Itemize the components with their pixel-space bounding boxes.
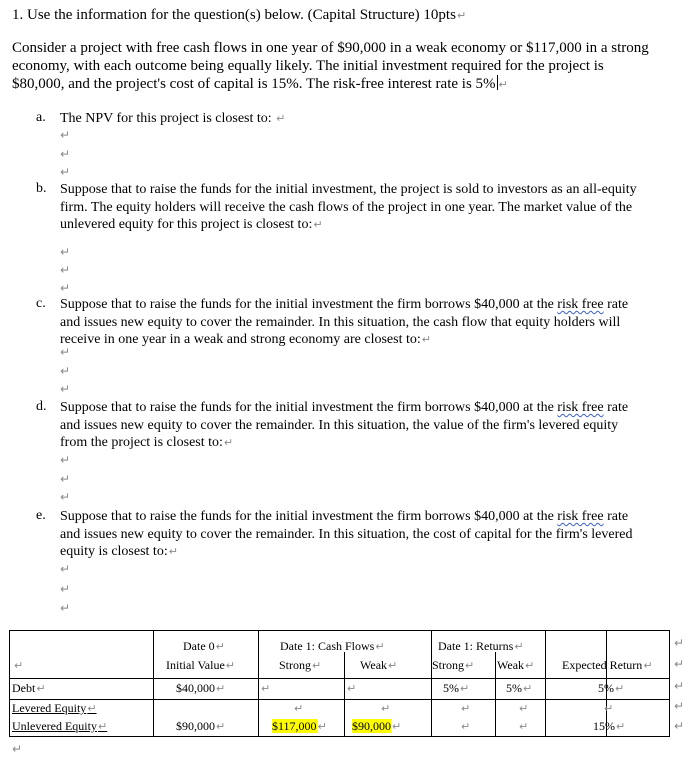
unlevered-cf-weak: $90,000↵ xyxy=(352,719,402,733)
paragraph-mark: ↵ xyxy=(461,702,471,715)
paragraph-mark: ↵ xyxy=(60,345,71,359)
header-date1-cash-flows: Date 1: Cash Flows↵ xyxy=(280,639,385,653)
item-a-text: The NPV for this project is closest to: ↵ xyxy=(60,111,286,126)
header-cf-weak: Weak↵ xyxy=(360,658,398,672)
header-ret-weak: Weak↵ xyxy=(497,658,535,672)
paragraph-mark: ↵ xyxy=(519,702,529,715)
header-ret-strong: Strong↵ xyxy=(432,658,475,672)
paragraph-mark: ↵ xyxy=(294,702,304,715)
paragraph-mark: ↵ xyxy=(60,281,71,295)
debt-initial-value: $40,000↵ xyxy=(176,681,226,695)
question-title: 1. Use the information for the question(s) below. (Capital Structure) 10pts↵ xyxy=(12,7,467,23)
paragraph-mark: ↵ xyxy=(60,582,71,596)
paragraph-mark: ↵ xyxy=(12,742,23,756)
header-cf-strong: Strong↵ xyxy=(279,658,322,672)
item-a-label: a. xyxy=(36,110,46,125)
row-end-mark: ↵ xyxy=(674,699,685,713)
item-d-label: d. xyxy=(36,399,47,414)
paragraph-mark: ↵ xyxy=(461,720,471,733)
row-debt-label: Debt↵ xyxy=(12,681,46,695)
paragraph-mark: ↵ xyxy=(60,147,71,161)
paragraph-mark: ↵ xyxy=(519,720,529,733)
item-c-text: Suppose that to raise the funds for the initial investment the firm borrows $40,000 at the risk free rate and issues new equity to cover the remainder. In this situation, the cash flow that equity holders will receive in one year in a weak and strong economy are closest to:↵ xyxy=(60,297,629,347)
debt-expected-return: 5%↵ xyxy=(598,681,625,695)
unlevered-initial-value: $90,000↵ xyxy=(176,719,226,733)
paragraph-mark: ↵ xyxy=(60,245,71,259)
paragraph-mark: ↵ xyxy=(261,682,271,695)
item-b-text: Suppose that to raise the funds for the initial investment, the project is sold to investors as an all-equity firm. The equity holders will receive the cash flows of the project in one year. The market value of the unlevered equity for this project is closest to:↵ xyxy=(60,182,637,232)
paragraph-mark: ↵ xyxy=(60,453,71,467)
paragraph-mark: ↵ xyxy=(60,601,71,615)
paragraph-mark: ↵ xyxy=(60,490,71,504)
header-date0: Date 0↵ xyxy=(183,639,225,653)
paragraph-mark: ↵ xyxy=(60,562,71,576)
paragraph-mark: ↵ xyxy=(60,364,71,378)
question-intro: Consider a project with free cash flows in one year of $90,000 in a weak economy or $117,000 in a strong economy, with each outcome being equally likely. The initial investment required for the project is $80,000, and the project's cost of capital is 15%. The risk-free interest rate is 5% ↵ xyxy=(12,40,649,92)
paragraph-mark: ↵ xyxy=(60,165,71,179)
unlevered-cf-strong: $117,000↵ xyxy=(272,719,327,733)
item-e-text: Suppose that to raise the funds for the initial investment the firm borrows $40,000 at the risk free rate and issues new equity to cover the remainder. In this situation, the cost of capital for the firm's levered equity is closest to:↵ xyxy=(60,509,633,559)
header-initial-value: Initial Value↵ xyxy=(166,658,235,672)
paragraph-mark: ↵ xyxy=(381,702,391,715)
item-d-text: Suppose that to raise the funds for the initial investment the firm borrows $40,000 at the risk free rate and issues new equity to cover the remainder. In this situation, the value of the firm's levered equity from the project is closest to:↵ xyxy=(60,400,629,450)
paragraph-mark: ↵ xyxy=(60,472,71,486)
row-end-mark: ↵ xyxy=(674,679,685,693)
text-cursor xyxy=(497,75,498,90)
paragraph-mark: ↵ xyxy=(60,382,71,396)
row-levered-equity-label: Levered Equity↵ xyxy=(12,701,97,715)
header-expected-return: Expected Return↵ xyxy=(562,658,653,672)
row-end-mark: ↵ xyxy=(674,657,685,671)
paragraph-mark: ↵ xyxy=(60,128,71,142)
unlevered-expected-return: 15%↵ xyxy=(593,719,626,733)
row-end-mark: ↵ xyxy=(674,719,685,733)
paragraph-mark: ↵ xyxy=(14,659,24,672)
header-date1-returns: Date 1: Returns↵ xyxy=(438,639,524,653)
debt-ret-strong: 5%↵ xyxy=(443,681,470,695)
capital-structure-table xyxy=(9,630,670,737)
paragraph-mark: ↵ xyxy=(60,263,71,277)
item-e-label: e. xyxy=(36,508,46,523)
row-end-mark: ↵ xyxy=(674,636,685,650)
paragraph-mark: ↵ xyxy=(604,702,614,715)
debt-ret-weak: 5%↵ xyxy=(506,681,533,695)
row-unlevered-equity-label: Unlevered Equity↵ xyxy=(12,719,108,733)
paragraph-mark: ↵ xyxy=(347,682,357,695)
item-b-label: b. xyxy=(36,181,47,196)
item-c-label: c. xyxy=(36,296,46,311)
